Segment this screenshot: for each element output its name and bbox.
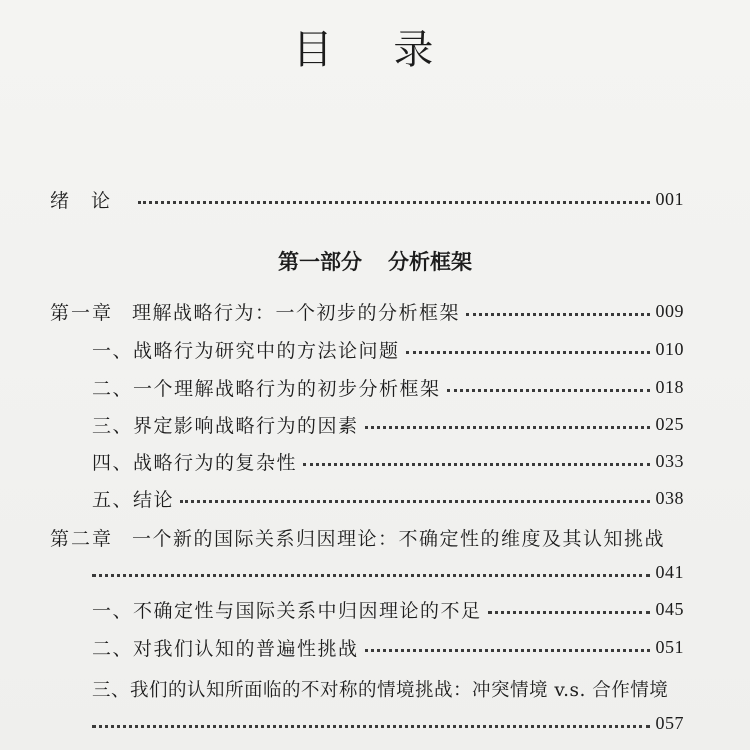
toc-entry-chapter-1[interactable] [50,296,684,326]
toc-entry-section[interactable] [92,334,684,364]
toc-entry-section[interactable] [92,409,684,439]
toc-entry-section[interactable] [92,372,684,402]
toc-entry-chapter-2-page[interactable] [92,557,684,587]
page-number: 057 [655,712,684,733]
toc-entry-section[interactable] [92,632,684,662]
chapter-label: 第二章 [50,528,114,550]
section-title: 二、一个理解战略行为的初步分析框架 [92,377,441,400]
page-number: 001 [655,188,684,209]
toc-entry-section-long[interactable] [92,676,668,702]
toc-entry-label: 绪 论 [50,189,119,212]
page-title: 目 录 [292,27,458,73]
part-number: 第一部分 [278,249,362,274]
dot-leader [406,331,650,354]
dot-leader [447,369,650,392]
section-title: 三、我们的认知所面临的不对称的情境挑战：冲突情境 v.s. 合作情境 [92,680,669,701]
page-number: 038 [655,487,684,508]
dot-leader [466,293,649,316]
toc-entry-section[interactable] [92,483,684,513]
page-number: 045 [655,598,684,619]
page-number: 009 [655,300,684,321]
part-title: 分析框架 [388,249,472,274]
dot-leader [180,480,649,503]
dot-leader [303,443,649,466]
dot-leader [365,406,650,429]
section-title: 一、不确定性与国际关系中归因理论的不足 [92,599,482,622]
part-heading [0,246,750,276]
page-number: 051 [655,636,684,657]
page-number: 033 [655,450,684,471]
dot-leader [365,629,650,652]
page-number: 041 [655,561,684,582]
dot-leader [92,705,650,728]
toc-entry-section-page[interactable] [92,708,684,738]
page-number: 018 [655,376,684,397]
chapter-title: 一个新的国际关系归因理论：不确定性的维度及其认知挑战 [132,528,666,550]
toc-entry-chapter-2[interactable] [50,524,665,551]
section-title: 四、战略行为的复杂性 [92,451,298,474]
section-title: 三、界定影响战略行为的因素 [92,414,359,437]
toc-entry-intro[interactable] [50,184,684,214]
chapter-label: 第一章 [50,301,114,324]
page-number: 010 [655,338,684,359]
chapter-title: 理解战略行为：一个初步的分析框架 [132,301,461,324]
page-number: 025 [655,413,684,434]
toc-entry-section[interactable] [92,446,684,476]
dot-leader [488,591,650,614]
dot-leader [138,181,650,204]
toc-entry-section[interactable] [92,594,684,624]
dot-leader [92,554,650,577]
section-title: 二、对我们认知的普遍性挑战 [92,637,359,660]
section-title: 一、战略行为研究中的方法论问题 [92,339,400,362]
section-title: 五、结论 [92,488,175,511]
